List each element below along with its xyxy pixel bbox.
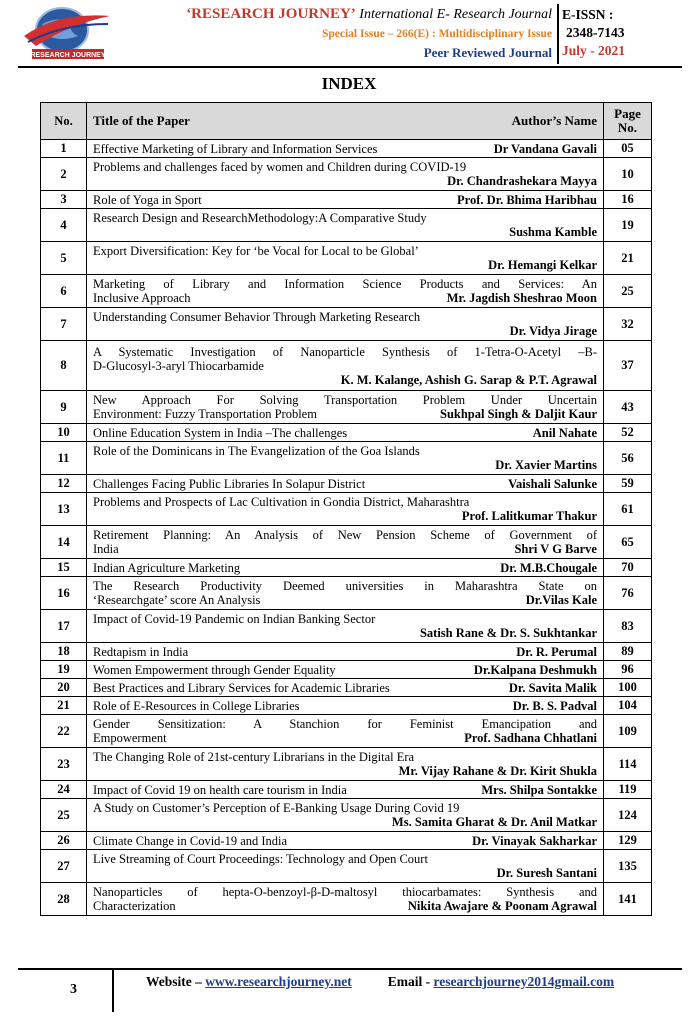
index-table	[40, 102, 652, 916]
logo-text: RESEARCH JOURNEY	[30, 52, 106, 59]
paper-title: Gender Sensitization: A Stanchion for Feminist Emancipation and	[93, 717, 597, 731]
page-number: 59	[603, 475, 651, 492]
header-rule	[18, 66, 682, 68]
table-row: 14 Retirement Planning: An Analysis of New Pension Scheme of Government of India Shri V G Barve 65	[41, 525, 651, 558]
paper-title-cont: Characterization	[93, 899, 176, 913]
page-number: 05	[603, 140, 651, 157]
author-name: Mr. Jagdish Sheshrao Moon	[446, 291, 597, 305]
table-row: 3 Role of Yoga in Sport Prof. Dr. Bhima Haribhau 16	[41, 190, 651, 208]
author-name: Dr. Savita Malik	[508, 680, 597, 695]
paper-title: A Systematic Investigation of Nanoparticle Synthesis of 1-Tetra-O-Acetyl –B-	[93, 344, 597, 359]
email-label: Email -	[387, 974, 434, 989]
page-number: 119	[603, 781, 651, 798]
author-name: Prof. Lalitkumar Thakur	[461, 509, 597, 523]
table-row: 5 Export Diversification: Key for ‘be Vocal for Local to be Global’ Dr. Hemangi Kelkar 21	[41, 241, 651, 274]
table-row: 7 Understanding Consumer Behavior Through Marketing Research Dr. Vidya Jirage 32	[41, 307, 651, 340]
paper-title: Research Design and ResearchMethodology:A Comparative Study	[93, 211, 427, 225]
author-name: K. M. Kalange, Ashish G. Sarap & P.T. Agrawal	[340, 372, 597, 387]
paper-title: Impact of Covid 19 on health care tourism in India	[93, 782, 347, 797]
table-row: 27 Live Streaming of Court Proceedings: Technology and Open Court Dr. Suresh Santani 135	[41, 849, 651, 882]
page-number: 10	[603, 158, 651, 190]
table-row: 6 Marketing of Library and Information Science Products and Services: An Inclusive Approach Mr. Jagdish Sheshrao Moon 25	[41, 274, 651, 307]
page-number: 124	[603, 799, 651, 831]
paper-title: Women Empowerment through Gender Equality	[93, 662, 336, 677]
header-title: Title of the Paper	[93, 113, 190, 128]
page-number: 83	[603, 610, 651, 642]
table-row: 9 New Approach For Solving Transportation Problem Under Uncertain Environment: Fuzzy Transportation Problem Sukhpal Singh & Daljit Kaur 43	[41, 390, 651, 423]
table-row: 21 Role of E-Resources in College Libraries Dr. B. S. Padval 104	[41, 696, 651, 714]
paper-title: Online Education System in India –The challenges	[93, 425, 348, 440]
page-number-footer: 3	[70, 982, 77, 997]
author-name: Anil Nahate	[532, 425, 597, 440]
page-number: 89	[603, 643, 651, 660]
paper-title: Role of Yoga in Sport	[93, 192, 202, 207]
journal-info	[120, 6, 552, 62]
paper-title: Challenges Facing Public Libraries In Solapur District	[93, 476, 366, 491]
header-divider	[557, 4, 559, 64]
paper-title: A Study on Customer’s Perception of E-Banking Usage During Covid 19	[93, 801, 460, 815]
header-no: No.	[41, 103, 87, 139]
table-header	[41, 103, 651, 139]
author-name: Dr Vandana Gavali	[493, 141, 597, 156]
author-name: Nikita Awajare & Poonam Agrawal	[407, 899, 597, 913]
website-link[interactable]: www.researchjourney.net	[205, 974, 352, 989]
paper-title-cont: ‘Researchgate’ score An Analysis	[93, 593, 261, 607]
table-row: 1 Effective Marketing of Library and Information Services Dr Vandana Gavali 05	[41, 139, 651, 157]
paper-title: Retirement Planning: An Analysis of New Pension Scheme of Government of	[93, 528, 597, 542]
page-number: 19	[603, 209, 651, 241]
author-name: Dr. Vinayak Sakharkar	[472, 833, 597, 848]
paper-title-cont: Environment: Fuzzy Transportation Problem	[93, 407, 317, 421]
page-number: 135	[603, 850, 651, 882]
paper-title: Impact of Covid-19 Pandemic on Indian Banking Sector	[93, 612, 376, 626]
table-row: 24 Impact of Covid 19 on health care tourism in India Mrs. Shilpa Sontakke 119	[41, 780, 651, 798]
paper-title: Problems and Prospects of Lac Cultivation in Gondia District, Maharashtra	[93, 495, 470, 509]
page-header	[0, 0, 698, 68]
paper-title: Problems and challenges faced by women and Children during COVID-19	[93, 160, 467, 174]
page-number: 52	[603, 424, 651, 441]
table-row: 2 Problems and challenges faced by women and Children during COVID-19 Dr. Chandrashekara Mayya 10	[41, 157, 651, 190]
author-name: Mr. Vijay Rahane & Dr. Kirit Shukla	[398, 764, 597, 778]
table-row: 4 Research Design and ResearchMethodology:A Comparative Study Sushma Kamble 19	[41, 208, 651, 241]
paper-title: Climate Change in Covid-19 and India	[93, 833, 288, 848]
paper-title: New Approach For Solving Transportation Problem Under Uncertain	[93, 393, 597, 407]
page-number: 32	[603, 308, 651, 340]
paper-title: Best Practices and Library Services for Academic Libraries	[93, 680, 390, 695]
page-number: 109	[603, 715, 651, 747]
paper-title: Redtapism in India	[93, 644, 189, 659]
journal-name: ‘RESEARCH JOURNEY’	[186, 6, 356, 22]
header-page: Page No.	[603, 103, 651, 139]
header-author: Author’s Name	[511, 113, 597, 128]
author-name: Dr. M.B.Chougale	[500, 560, 597, 575]
author-name: Dr. Vidya Jirage	[509, 324, 597, 338]
author-name: Prof. Sadhana Chhatlani	[464, 731, 597, 745]
table-row: 8 A Systematic Investigation of Nanoparticle Synthesis of 1-Tetra-O-Acetyl –B- D-Glucosyl-3-aryl Thiocarbamide K. M. Kalange, Ashish G. Sarap & P.T. Agrawal 37	[41, 340, 651, 390]
author-name: Dr.Kalpana Deshmukh	[473, 662, 597, 677]
page-number: 43	[603, 391, 651, 423]
footer-contact	[146, 974, 614, 990]
page-number: 25	[603, 275, 651, 307]
author-name: Vaishali Salunke	[508, 476, 597, 491]
table-row: 16 The Research Productivity Deemed universities in Maharashtra State on ‘Researchgate’ score An Analysis Dr.Vilas Kale 76	[41, 576, 651, 609]
table-row: 17 Impact of Covid-19 Pandemic on Indian Banking Sector Satish Rane & Dr. S. Sukhtankar 83	[41, 609, 651, 642]
page-number: 21	[603, 242, 651, 274]
issn-block	[562, 6, 692, 60]
page-number: 114	[603, 748, 651, 780]
table-row: 18 Redtapism in India Dr. R. Perumal 89	[41, 642, 651, 660]
paper-title: Understanding Consumer Behavior Through Marketing Research	[93, 310, 421, 324]
paper-title: Export Diversification: Key for ‘be Vocal for Local to be Global’	[93, 244, 419, 258]
paper-title: The Research Productivity Deemed universities in Maharashtra State on	[93, 579, 597, 593]
special-issue: Special Issue – 266(E) : Multidisciplinary Issue	[321, 28, 552, 40]
paper-title: Role of the Dominicans in The Evangelization of the Goa Islands	[93, 444, 420, 458]
paper-title: Effective Marketing of Library and Information Services	[93, 141, 378, 156]
paper-title-cont: Empowerment	[93, 731, 167, 745]
page-title: INDEX	[321, 74, 377, 93]
author-name: Mrs. Shilpa Sontakke	[481, 782, 597, 797]
email-link[interactable]: researchjourney2014gmail.com	[433, 974, 615, 989]
paper-title: Role of E-Resources in College Libraries	[93, 698, 300, 713]
author-name: Dr. Chandrashekara Mayya	[447, 174, 597, 188]
paper-title-cont: India	[93, 542, 119, 556]
paper-title: Live Streaming of Court Proceedings: Technology and Open Court	[93, 852, 428, 866]
author-name: Dr. B. S. Padval	[512, 698, 597, 713]
paper-title: The Changing Role of 21st-century Librarians in the Digital Era	[93, 750, 415, 764]
author-name: Dr. R. Perumal	[516, 644, 597, 659]
author-name: Satish Rane & Dr. S. Sukhtankar	[419, 626, 597, 640]
page-number: 141	[603, 883, 651, 915]
table-row: 25 A Study on Customer’s Perception of E-Banking Usage During Covid 19 Ms. Samita Gharat & Dr. Anil Matkar 124	[41, 798, 651, 831]
page-number: 70	[603, 559, 651, 576]
issue-date: July - 2021	[562, 43, 626, 58]
paper-title-cont: Inclusive Approach	[93, 291, 191, 305]
paper-title: Nanoparticles of hepta-O-benzoyl-β-D-maltosyl thiocarbamates: Synthesis and	[93, 885, 597, 899]
author-name: Dr. Hemangi Kelkar	[488, 258, 597, 272]
table-row: 13 Problems and Prospects of Lac Cultivation in Gondia District, Maharashtra Prof. Lalitkumar Thakur 61	[41, 492, 651, 525]
footer-rule	[18, 968, 682, 970]
paper-title-cont: D-Glucosyl-3-aryl Thiocarbamide	[93, 358, 264, 373]
table-row: 11 Role of the Dominicans in The Evangelization of the Goa Islands Dr. Xavier Martins 56	[41, 441, 651, 474]
page-number: 56	[603, 442, 651, 474]
footer-divider	[112, 968, 114, 1012]
page-number: 16	[603, 191, 651, 208]
page-number: 100	[603, 679, 651, 696]
paper-title: Indian Agriculture Marketing	[93, 560, 241, 575]
journal-subtitle: International E- Research Journal	[355, 7, 552, 22]
table-row: 28 Nanoparticles of hepta-O-benzoyl-β-D-maltosyl thiocarbamates: Synthesis and Characterization Nikita Awajare & Poonam Agrawal 141	[41, 882, 651, 915]
page-number: 129	[603, 832, 651, 849]
author-name: Dr. Suresh Santani	[496, 866, 597, 880]
table-row: 23 The Changing Role of 21st-century Librarians in the Digital Era Mr. Vijay Rahane & Dr. Kirit Shukla 114	[41, 747, 651, 780]
research-journey-logo-icon	[18, 2, 116, 62]
author-name: Dr.Vilas Kale	[525, 593, 597, 607]
author-name: Sukhpal Singh & Daljit Kaur	[440, 407, 597, 421]
journal-title-line	[120, 6, 552, 23]
table-row: 19 Women Empowerment through Gender Equality Dr.Kalpana Deshmukh 96	[41, 660, 651, 678]
author-name: Dr. Xavier Martins	[495, 458, 597, 472]
page-number: 96	[603, 661, 651, 678]
page-number: 37	[603, 341, 651, 390]
author-name: Ms. Samita Gharat & Dr. Anil Matkar	[391, 815, 597, 829]
table-row: 20 Best Practices and Library Services for Academic Libraries Dr. Savita Malik 100	[41, 678, 651, 696]
author-name: Shri V G Barve	[514, 542, 597, 556]
table-row: 10 Online Education System in India –The challenges Anil Nahate 52	[41, 423, 651, 441]
page-number: 65	[603, 526, 651, 558]
paper-title: Marketing of Library and Information Science Products and Services: An	[93, 277, 597, 291]
author-name: Sushma Kamble	[509, 225, 597, 239]
author-name: Prof. Dr. Bhima Haribhau	[457, 192, 597, 207]
eissn-label: E-ISSN :	[562, 7, 614, 22]
page-number: 104	[603, 697, 651, 714]
peer-reviewed: Peer Reviewed Journal	[423, 45, 552, 60]
eissn-value: 2348-7143	[566, 25, 625, 40]
website-label: Website –	[146, 974, 206, 989]
page-number: 61	[603, 493, 651, 525]
page-number: 76	[603, 577, 651, 609]
table-row: 22 Gender Sensitization: A Stanchion for Feminist Emancipation and Empowerment Prof. Sadhana Chhatlani 109	[41, 714, 651, 747]
table-row: 26 Climate Change in Covid-19 and India Dr. Vinayak Sakharkar 129	[41, 831, 651, 849]
table-row: 12 Challenges Facing Public Libraries In Solapur District Vaishali Salunke 59	[41, 474, 651, 492]
table-row: 15 Indian Agriculture Marketing Dr. M.B.Chougale 70	[41, 558, 651, 576]
